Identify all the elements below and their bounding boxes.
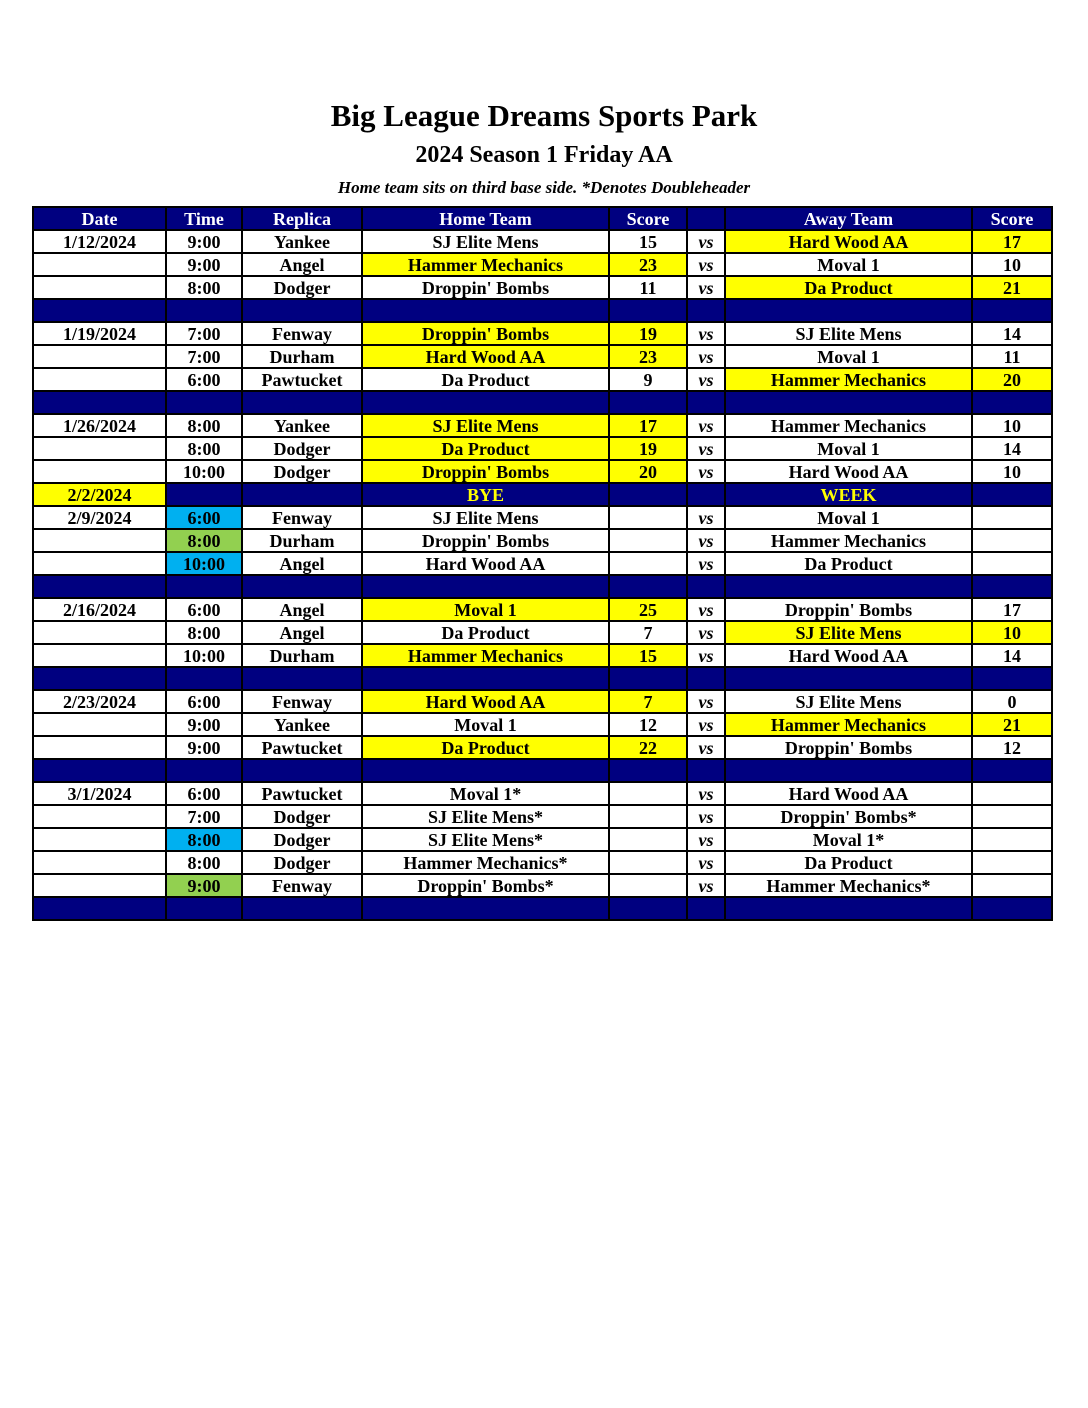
time-cell: 8:00: [166, 529, 242, 552]
date-cell: [33, 253, 166, 276]
separator-cell: [972, 391, 1052, 414]
home-score-cell: 15: [609, 644, 687, 667]
away-score-cell: [972, 782, 1052, 805]
separator-cell: [33, 391, 166, 414]
replica-cell: Dodger: [242, 460, 362, 483]
home-team-cell: Hard Wood AA: [362, 552, 609, 575]
replica-cell: Durham: [242, 529, 362, 552]
vs-cell: vs: [687, 736, 725, 759]
game-row: [33, 345, 1052, 368]
away-team-cell: Hammer Mechanics: [725, 529, 972, 552]
separator-row: [33, 391, 1052, 414]
away-score-cell: 10: [972, 253, 1052, 276]
replica-cell: Angel: [242, 552, 362, 575]
game-row: [33, 322, 1052, 345]
time-cell: [166, 483, 242, 506]
home-team-cell: Da Product: [362, 621, 609, 644]
replica-cell: Angel: [242, 598, 362, 621]
separator-cell: [687, 299, 725, 322]
separator-cell: [33, 897, 166, 920]
replica-cell: Fenway: [242, 506, 362, 529]
separator-cell: [362, 897, 609, 920]
separator-cell: [725, 897, 972, 920]
away-team-cell: Hammer Mechanics: [725, 368, 972, 391]
vs-cell: vs: [687, 460, 725, 483]
away-team-cell: Hammer Mechanics: [725, 713, 972, 736]
home-score-cell: 25: [609, 598, 687, 621]
vs-cell: vs: [687, 276, 725, 299]
replica-cell: Durham: [242, 345, 362, 368]
home-score-cell: 22: [609, 736, 687, 759]
col-header-home-score: Score: [609, 207, 687, 230]
away-score-cell: 10: [972, 460, 1052, 483]
date-cell: [33, 805, 166, 828]
home-score-cell: 23: [609, 253, 687, 276]
separator-cell: [242, 575, 362, 598]
date-cell: 3/1/2024: [33, 782, 166, 805]
separator-cell: [687, 575, 725, 598]
separator-cell: [609, 391, 687, 414]
vs-cell: vs: [687, 621, 725, 644]
home-score-cell: 23: [609, 345, 687, 368]
separator-row: [33, 667, 1052, 690]
time-cell: 8:00: [166, 437, 242, 460]
home-team-cell: Moval 1*: [362, 782, 609, 805]
separator-cell: [362, 759, 609, 782]
home-score-cell: 19: [609, 322, 687, 345]
home-score-cell: [609, 851, 687, 874]
home-team-cell: Moval 1: [362, 713, 609, 736]
away-team-cell: Hammer Mechanics: [725, 414, 972, 437]
separator-cell: [33, 759, 166, 782]
date-cell: [33, 621, 166, 644]
separator-cell: [166, 299, 242, 322]
time-cell: 9:00: [166, 253, 242, 276]
time-cell: 6:00: [166, 506, 242, 529]
away-team-cell: Moval 1: [725, 345, 972, 368]
replica-cell: Angel: [242, 253, 362, 276]
bye-week-row: [33, 483, 1052, 506]
time-cell: 8:00: [166, 621, 242, 644]
schedule-table: [32, 206, 1053, 921]
home-score-cell: 20: [609, 460, 687, 483]
replica-cell: Durham: [242, 644, 362, 667]
vs-cell: vs: [687, 782, 725, 805]
away-team-cell: SJ Elite Mens: [725, 322, 972, 345]
date-cell: 1/12/2024: [33, 230, 166, 253]
away-team-cell: Moval 1: [725, 253, 972, 276]
time-cell: 9:00: [166, 713, 242, 736]
date-cell: [33, 529, 166, 552]
time-cell: 7:00: [166, 322, 242, 345]
date-cell: 2/9/2024: [33, 506, 166, 529]
time-cell: 6:00: [166, 368, 242, 391]
replica-cell: Fenway: [242, 322, 362, 345]
home-team-cell: SJ Elite Mens: [362, 506, 609, 529]
replica-cell: Yankee: [242, 713, 362, 736]
vs-cell: vs: [687, 322, 725, 345]
away-team-cell: Droppin' Bombs: [725, 598, 972, 621]
replica-cell: Dodger: [242, 805, 362, 828]
vs-cell: vs: [687, 345, 725, 368]
away-score-cell: 10: [972, 621, 1052, 644]
separator-cell: [242, 667, 362, 690]
time-cell: 7:00: [166, 805, 242, 828]
separator-cell: [687, 897, 725, 920]
separator-cell: [725, 299, 972, 322]
away-team-cell: Da Product: [725, 276, 972, 299]
away-team-cell: Hard Wood AA: [725, 644, 972, 667]
home-score-cell: [609, 828, 687, 851]
game-row: [33, 414, 1052, 437]
home-team-cell: SJ Elite Mens: [362, 230, 609, 253]
time-cell: 6:00: [166, 782, 242, 805]
home-team-cell: Da Product: [362, 736, 609, 759]
time-cell: 9:00: [166, 874, 242, 897]
date-cell: [33, 368, 166, 391]
date-cell: 2/23/2024: [33, 690, 166, 713]
vs-cell: vs: [687, 529, 725, 552]
game-row: [33, 460, 1052, 483]
home-score-cell: [609, 805, 687, 828]
date-cell: 2/2/2024: [33, 483, 166, 506]
separator-cell: [242, 759, 362, 782]
away-score-cell: 21: [972, 713, 1052, 736]
home-score-cell: [609, 506, 687, 529]
home-score-cell: 19: [609, 437, 687, 460]
separator-cell: [242, 391, 362, 414]
time-cell: 6:00: [166, 598, 242, 621]
vs-cell: vs: [687, 598, 725, 621]
away-team-cell: Moval 1: [725, 506, 972, 529]
replica-cell: Pawtucket: [242, 368, 362, 391]
home-team-cell: Moval 1: [362, 598, 609, 621]
table-header-row: [33, 207, 1052, 230]
separator-cell: [166, 575, 242, 598]
away-score-cell: [972, 828, 1052, 851]
separator-row: [33, 759, 1052, 782]
time-cell: 10:00: [166, 644, 242, 667]
separator-cell: [972, 897, 1052, 920]
separator-row: [33, 897, 1052, 920]
game-row: [33, 828, 1052, 851]
date-cell: [33, 874, 166, 897]
game-row: [33, 851, 1052, 874]
separator-cell: [166, 667, 242, 690]
home-score-cell: 7: [609, 621, 687, 644]
game-row: [33, 874, 1052, 897]
date-cell: 1/26/2024: [33, 414, 166, 437]
vs-cell: vs: [687, 253, 725, 276]
replica-cell: Fenway: [242, 874, 362, 897]
col-header-home-team: Home Team: [362, 207, 609, 230]
time-cell: 9:00: [166, 230, 242, 253]
date-cell: [33, 736, 166, 759]
away-team-cell: Moval 1*: [725, 828, 972, 851]
replica-cell: Yankee: [242, 230, 362, 253]
away-score-cell: 14: [972, 437, 1052, 460]
away-score-cell: [972, 483, 1052, 506]
away-team-cell: Da Product: [725, 552, 972, 575]
home-team-cell: Da Product: [362, 437, 609, 460]
bye-label: BYE: [362, 483, 609, 506]
vs-cell: vs: [687, 506, 725, 529]
home-team-cell: SJ Elite Mens: [362, 414, 609, 437]
week-label: WEEK: [725, 483, 972, 506]
home-team-cell: Droppin' Bombs: [362, 529, 609, 552]
separator-cell: [725, 575, 972, 598]
game-row: [33, 690, 1052, 713]
away-score-cell: [972, 805, 1052, 828]
away-team-cell: Moval 1: [725, 437, 972, 460]
away-team-cell: Hard Wood AA: [725, 460, 972, 483]
game-row: [33, 552, 1052, 575]
game-row: [33, 782, 1052, 805]
home-score-cell: [609, 782, 687, 805]
vs-cell: vs: [687, 644, 725, 667]
separator-cell: [609, 667, 687, 690]
date-cell: [33, 552, 166, 575]
away-team-cell: Hard Wood AA: [725, 782, 972, 805]
separator-cell: [972, 299, 1052, 322]
vs-cell: vs: [687, 230, 725, 253]
home-score-cell: 11: [609, 276, 687, 299]
game-row: [33, 621, 1052, 644]
game-row: [33, 437, 1052, 460]
home-team-cell: Hammer Mechanics: [362, 253, 609, 276]
home-score-cell: 12: [609, 713, 687, 736]
separator-cell: [362, 667, 609, 690]
away-score-cell: [972, 851, 1052, 874]
replica-cell: Pawtucket: [242, 736, 362, 759]
separator-cell: [166, 391, 242, 414]
separator-cell: [362, 299, 609, 322]
home-score-cell: 15: [609, 230, 687, 253]
separator-cell: [687, 391, 725, 414]
home-team-cell: Hammer Mechanics*: [362, 851, 609, 874]
away-team-cell: Droppin' Bombs*: [725, 805, 972, 828]
separator-cell: [362, 575, 609, 598]
home-team-cell: SJ Elite Mens*: [362, 805, 609, 828]
game-row: [33, 230, 1052, 253]
away-score-cell: 14: [972, 644, 1052, 667]
date-cell: [33, 828, 166, 851]
separator-cell: [609, 759, 687, 782]
vs-cell: vs: [687, 874, 725, 897]
date-cell: 2/16/2024: [33, 598, 166, 621]
time-cell: 7:00: [166, 345, 242, 368]
col-header-vs: [687, 207, 725, 230]
separator-cell: [33, 667, 166, 690]
replica-cell: Dodger: [242, 828, 362, 851]
replica-cell: Dodger: [242, 437, 362, 460]
replica-cell: [242, 483, 362, 506]
separator-row: [33, 575, 1052, 598]
col-header-replica: Replica: [242, 207, 362, 230]
separator-cell: [972, 667, 1052, 690]
separator-cell: [687, 759, 725, 782]
home-team-cell: Droppin' Bombs: [362, 322, 609, 345]
game-row: [33, 253, 1052, 276]
date-cell: [33, 460, 166, 483]
separator-cell: [972, 575, 1052, 598]
date-cell: [33, 276, 166, 299]
home-score-cell: [609, 874, 687, 897]
date-cell: 1/19/2024: [33, 322, 166, 345]
game-row: [33, 368, 1052, 391]
vs-cell: [687, 483, 725, 506]
vs-cell: vs: [687, 828, 725, 851]
page-title: Big League Dreams Sports Park: [330, 98, 758, 133]
vs-cell: vs: [687, 851, 725, 874]
home-score-cell: [609, 483, 687, 506]
date-cell: [33, 713, 166, 736]
time-cell: 10:00: [166, 552, 242, 575]
away-score-cell: [972, 552, 1052, 575]
away-score-cell: [972, 506, 1052, 529]
separator-cell: [609, 575, 687, 598]
home-team-cell: Droppin' Bombs: [362, 276, 609, 299]
separator-cell: [687, 667, 725, 690]
separator-cell: [725, 759, 972, 782]
home-score-cell: 7: [609, 690, 687, 713]
away-team-cell: Da Product: [725, 851, 972, 874]
away-team-cell: SJ Elite Mens: [725, 621, 972, 644]
date-cell: [33, 851, 166, 874]
game-row: [33, 598, 1052, 621]
home-team-cell: Droppin' Bombs: [362, 460, 609, 483]
away-team-cell: SJ Elite Mens: [725, 690, 972, 713]
separator-cell: [362, 391, 609, 414]
separator-cell: [166, 759, 242, 782]
time-cell: 8:00: [166, 828, 242, 851]
vs-cell: vs: [687, 690, 725, 713]
away-score-cell: 12: [972, 736, 1052, 759]
home-score-cell: [609, 552, 687, 575]
game-row: [33, 506, 1052, 529]
date-cell: [33, 437, 166, 460]
replica-cell: Pawtucket: [242, 782, 362, 805]
vs-cell: vs: [687, 713, 725, 736]
away-score-cell: 20: [972, 368, 1052, 391]
separator-cell: [972, 759, 1052, 782]
home-score-cell: 9: [609, 368, 687, 391]
replica-cell: Angel: [242, 621, 362, 644]
replica-cell: Dodger: [242, 851, 362, 874]
home-team-cell: Hard Wood AA: [362, 345, 609, 368]
col-header-date: Date: [33, 207, 166, 230]
time-cell: 6:00: [166, 690, 242, 713]
game-row: [33, 713, 1052, 736]
separator-row: [33, 299, 1052, 322]
separator-cell: [242, 897, 362, 920]
date-cell: [33, 345, 166, 368]
away-score-cell: 17: [972, 230, 1052, 253]
separator-cell: [242, 299, 362, 322]
replica-cell: Yankee: [242, 414, 362, 437]
time-cell: 8:00: [166, 851, 242, 874]
separator-cell: [609, 897, 687, 920]
separator-cell: [33, 299, 166, 322]
away-score-cell: [972, 529, 1052, 552]
schedule-note: Home team sits on third base side. *Denotes Doubleheader: [337, 178, 751, 197]
time-cell: 9:00: [166, 736, 242, 759]
away-team-cell: Droppin' Bombs: [725, 736, 972, 759]
separator-cell: [609, 299, 687, 322]
game-row: [33, 644, 1052, 667]
game-row: [33, 736, 1052, 759]
home-score-cell: [609, 529, 687, 552]
home-team-cell: SJ Elite Mens*: [362, 828, 609, 851]
vs-cell: vs: [687, 552, 725, 575]
game-row: [33, 805, 1052, 828]
away-score-cell: 11: [972, 345, 1052, 368]
date-cell: [33, 644, 166, 667]
game-row: [33, 276, 1052, 299]
away-score-cell: [972, 874, 1052, 897]
replica-cell: Fenway: [242, 690, 362, 713]
home-score-cell: 17: [609, 414, 687, 437]
away-score-cell: 14: [972, 322, 1052, 345]
away-score-cell: 21: [972, 276, 1052, 299]
time-cell: 10:00: [166, 460, 242, 483]
away-team-cell: Hard Wood AA: [725, 230, 972, 253]
time-cell: 8:00: [166, 276, 242, 299]
replica-cell: Dodger: [242, 276, 362, 299]
col-header-away-team: Away Team: [725, 207, 972, 230]
page-subtitle: 2024 Season 1 Friday AA: [415, 142, 673, 168]
home-team-cell: Hard Wood AA: [362, 690, 609, 713]
separator-cell: [725, 667, 972, 690]
away-team-cell: Hammer Mechanics*: [725, 874, 972, 897]
away-score-cell: 0: [972, 690, 1052, 713]
col-header-away-score: Score: [972, 207, 1052, 230]
col-header-time: Time: [166, 207, 242, 230]
vs-cell: vs: [687, 368, 725, 391]
game-row: [33, 529, 1052, 552]
vs-cell: vs: [687, 414, 725, 437]
away-score-cell: 10: [972, 414, 1052, 437]
home-team-cell: Da Product: [362, 368, 609, 391]
away-score-cell: 17: [972, 598, 1052, 621]
vs-cell: vs: [687, 437, 725, 460]
time-cell: 8:00: [166, 414, 242, 437]
home-team-cell: Hammer Mechanics: [362, 644, 609, 667]
separator-cell: [33, 575, 166, 598]
separator-cell: [725, 391, 972, 414]
home-team-cell: Droppin' Bombs*: [362, 874, 609, 897]
separator-cell: [166, 897, 242, 920]
vs-cell: vs: [687, 805, 725, 828]
